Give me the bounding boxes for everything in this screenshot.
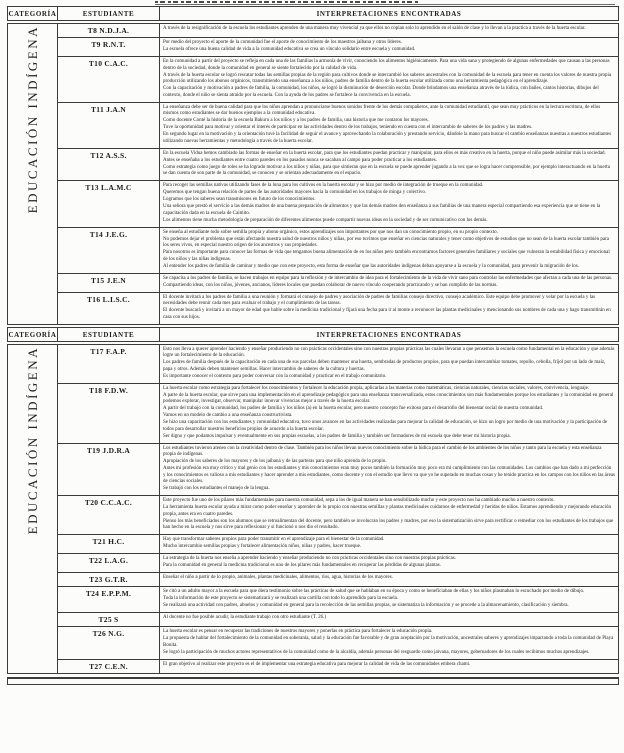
interpretation-paragraph: El docente invitará a los padres de familia a una reunión y formará el consejo de padres y asociación de padres de familias consejo directivo, consejo académico. Este equipo debe promover y velar por la escuela y las necesidades debe reunir cada mes para evaluar el trabajo y el cumplimiento de las tareas. <box>163 294 596 306</box>
interpretation-paragraph: Con la capacitación y motivación a padres de familia, la comunidad, los niños, se logró la disminución de deserción escolar. Donde brindamos una enseñanza através de la lúdica, con bailes, cantos historias, dibujos del contexto, donde el niño se sienta atraído por la escuela. Con la ayuda de los padres se fortalece la convivencia en la escuela. <box>163 86 599 98</box>
interpretation-paragraph: Los estudiantes tuvieron ateneo con la creatividad dentro de clase. También para los niños llevan nuevos conocimiento sobre la lúdica para el cambio de los ambientes de los niños y tanto para la escuela y esta enseñanza propia de indígenas. <box>163 445 602 457</box>
interpretation-cell <box>160 535 619 554</box>
interpretation-paragraph: La huerta escolar es pensar en recuperar las tradiciones de nuestros mayores y ponerlas en práctica para fortalecer la educación propia. <box>163 629 433 634</box>
interpretation-paragraph: Se trabajó con los estudiantes el manejo de la lengua. <box>163 486 270 491</box>
interpretation-paragraph: A partir del trabajo con la comunidad, los padres de familia y los niños (a) en la huerta escolar, pero nuestro concepto fue exitoso para el desarrollo del bienestar social de nuestra comunidad. <box>163 406 544 411</box>
table-row <box>8 102 619 148</box>
interpretation-cell <box>160 383 619 443</box>
interpretation-paragraph: En segundo lugar en la motivación y la orientación tuve la facilidad de seguir el avance y aprovechando la colaboración y prestando servicio, dándole la mano para buscar el cambio enseñanzas nuestras a nuestros estudiantes utilizando nuevas herramientas y metodología a través de la huerta escolar. <box>163 132 612 144</box>
table-row <box>8 535 619 554</box>
column-header-categoria: CATEGORÍA <box>8 327 58 341</box>
interpretation-paragraph: Se logró la participación de muchos actores representativos de la comunidad como de la alcaldía, además personas del resguardo como jaivana, mayores, gobernadores de los cuales recibimos muchos aprendizajes. <box>163 649 590 655</box>
interpretation-paragraph: Queremos que tengan buena relación de partes de las autoridades mayores hacia la comunidad en los trabajos de minga y colectivo. <box>163 190 427 195</box>
clipped-text-fragment <box>155 0 615 5</box>
interpretation-paragraph: Mucho intercambio semillas propias y fortalecer alimentación niños, niñas y padres, hacer trueque. <box>163 544 362 549</box>
interpretation-paragraph: Al docente no fue posible acudir, la estudiante trabajo con otro estudiante (T. 26.) <box>163 615 326 620</box>
interpretation-paragraph: Antes se enseñaba a los estudiantes entre cuatro paredes en los pasados nunca se sacaban al campo para poder practicar a los estudiantes. <box>163 157 437 163</box>
interpretation-cell <box>160 227 619 273</box>
interpretation-paragraph: Hay que transformar saberes propios para poder transmitir en el aprendizaje para el bienestar de la comunidad. <box>163 537 385 542</box>
interpretation-paragraph: La escuela ofrece una buena calidad de vida a la comunidad educativa se crea un vinculo solidario entre escuela y comunidad. <box>163 47 416 52</box>
interpretation-paragraph: Toda la información de este proyecto se sistematizará y se realizará una cartilla con todo lo aprendido para la escuela. <box>163 596 399 601</box>
interpretation-cell <box>160 587 619 613</box>
student-code: T12 A.S.S. <box>58 148 160 181</box>
category-vertical-label: EDUCACIÓN INDÍGENA <box>24 25 40 214</box>
table-header-row-1 <box>7 6 619 21</box>
student-code: T17 F.A.P. <box>58 344 160 383</box>
interpretation-paragraph: A parte de la huerta escolar, que sirve para una implementación en el aprendizaje pedagógico para una enseñanza transversalizada, estos conocimientos son más fundamentales porque los estudiantes y la comunidad en general podemos explorar, investigar, observar, manipular innovar vivencias mejor a través de la huerta escolar. <box>163 392 614 404</box>
interpretation-cell <box>160 24 619 38</box>
table-row <box>8 57 619 103</box>
table-row <box>8 383 619 443</box>
interpretation-paragraph: La huerta escolar como estrategia para fortalecer los conocimientos y fortalecer la educación propia, aplicarlas a las materias como matemáticas, ciencias naturales, ciencias sociales, valores, convivencia, lenguaje. <box>163 385 590 391</box>
interpretation-paragraph: Apropiación de los saberes de los mayores y de los jaibaná y de las parteras para que niño aprenda de lo propio. <box>163 459 387 464</box>
student-code: T25 S <box>58 613 160 627</box>
column-header-interpretaciones: INTERPRETACIONES ENCONTRADAS <box>160 7 619 21</box>
interpretation-cell <box>160 181 619 228</box>
interpretation-paragraph: Se citó a un adulto mayor a la escuela para que diera testimonio sobre las prácticas de salud que se hablaban en su época y como se beneficiaban de ellas y los niños plasmaban lo escuchado por medio de dibujo. <box>163 589 585 594</box>
student-code: T27 C.E.N. <box>58 659 160 673</box>
student-code: T20 C.C.A.C. <box>58 496 160 535</box>
student-code: T9 R.N.T. <box>58 38 160 57</box>
interpretation-paragraph: A través de la resignificación de la escuela los estudiantes aprenden de una manera muy vivencial ya que ellos no copian solo lo aprendido en el salón de clase y lo llevan a la practica a través de la huerta escolar. <box>163 26 586 31</box>
interpretation-paragraph: La herramienta huerta escolar ayuda a mirar como poder enseñar y aprender de lo propio con nuestras semillas y plantas medicinales cuidarnos de enfermedad y heridas de niños. Estamos aprendiendo y mejorando educación propia, antes era en cuatro paredes. <box>163 505 612 517</box>
section-2-body <box>8 344 619 673</box>
table-row <box>8 659 619 673</box>
interpretation-paragraph: La estrategia de la huerta nos enseña a aprender haciendo y enseñar produciendo no con prácticas occidentales sino con nuestras propias prácticas. <box>163 556 456 561</box>
interpretation-paragraph: Los alimentos tiene mucha metodología de preparación de diferentes alimentos puede compartir nuevas ideas en la sociedad y de ser comunicativo con los demás. <box>163 217 488 223</box>
interpretation-paragraph: Los padres de familia después de la capacitación en cada una de sus parcelas deben mantener una huerta, sembradas de productos propios, para que puedan intercambiar tomates, repollo, cebolla, fríjol por un lado de maíz, papa y otros. Además deben mantener semillas. Hacer intercambio de saberes de la cultura y huertas. <box>163 360 606 372</box>
table-row <box>8 292 619 324</box>
table-row <box>8 38 619 57</box>
table-row <box>8 344 619 383</box>
interpretation-cell <box>160 102 619 148</box>
interpretation-paragraph: El gran objetivo al realizar este proyecto es el de implementar una estrategia educativa para mejorar la calidad de vida de las comunidades embera chami. <box>163 661 471 667</box>
interpretation-paragraph: Tuve la oportunidad para motivar y orientar el interés de participar en las actividades dentro de los trabajos, teniendo en cuenta con el intercambio de saberes de los padres y las madres. <box>163 125 533 130</box>
interpretation-paragraph: Como docente Conté la historia de la escuela Bakuru a los niños y a los padres de familia, una historia que me contaron los mayores. <box>163 118 429 123</box>
student-code: T10 C.A.C. <box>58 57 160 103</box>
interpretation-cell <box>160 554 619 573</box>
table-row <box>8 181 619 228</box>
interpretation-paragraph: Se enseña al estudiante todo sobre semilla propia y abono orgánico, estos aprendizajes son importantes por que nos dan un conocimiento propio, en su propio contexto. <box>163 229 498 235</box>
interpretation-cell <box>160 659 619 673</box>
column-header-categoria: CATEGORÍA <box>8 7 58 21</box>
table-header-row-2 <box>7 327 619 342</box>
interpretation-cell <box>160 573 619 587</box>
student-code: T16 L.I.S.C. <box>58 292 160 324</box>
interpretation-paragraph: Ser digno y que podamos impulsar y eventualmente en sus propias escuelas, a los padres de familia y también ser formadores de mi escuela que debe tener mi historia propia. <box>163 433 511 439</box>
interpretation-paragraph: Este proyecto fue uno de los pilares más fundamentales para nuestra comunidad, sepa a los de igual manera se han sensibilizado mucho y este proyecto nos ha cambiado mucho a nuestro contexto. <box>163 498 555 503</box>
interpretation-paragraph: Para la comunidad en general la medicina tradicional es uno de los pilares más fundamentales en recuperar las pérdidas de algunas plantas. <box>163 563 441 568</box>
interpretation-paragraph: Pienso los más beneficiados son los alumnos que se retroalimentan del docente, pero también se involucran los padres y madres, por eso la sistematización sirve para rectificar o remediar con los estudiantes de los trabajos que han hecho en la escuela y nos sirve para reflexionar y si funcionó o nos dio el resultado. <box>163 518 614 530</box>
table-row <box>8 554 619 573</box>
table-row <box>8 148 619 181</box>
table-row <box>8 443 619 496</box>
header-row <box>8 7 619 21</box>
table-row <box>8 227 619 273</box>
interpretation-paragraph: Vamos en un modelo de cambio a una enseñanza constructivista. <box>163 413 293 418</box>
clipped-text-strip <box>155 1 420 3</box>
student-code: T24 E.P.P.M. <box>58 587 160 613</box>
student-code: T8 N.D.J.A. <box>58 24 160 38</box>
section-table-1 <box>7 23 619 325</box>
interpretation-cell <box>160 273 619 292</box>
interpretation-paragraph: Como estrategia como juego de roles se ha logrado motivar a los niños y niñas, para que sintieran que en la escuela se puede aprender jugando a la vez que se logra hacer comprensible, por ejemplo interactuando en la huerta se dan cuenta de son parte de la comunidad, se conocen y se orientan adecuadamente en el espacio. <box>163 164 610 176</box>
interpretation-paragraph: Se capacita a los padres de familia, se hacen trabajos en equipo para la reflexión y de intercambio de idea para el fortalecimiento de la vida de vivir sano para controlar las enfermedades que afectan a cada una de las personas. <box>163 275 613 281</box>
bottom-border-bar <box>7 677 619 685</box>
table-row <box>8 496 619 535</box>
interpretation-paragraph: Para recoger las semillas nativas utilizando fases de la luna para los cultivos en la huerta escolar y se hizo por medio de integración de trueque en la comunidad. <box>163 183 484 188</box>
table-row <box>8 613 619 627</box>
interpretation-paragraph: La enseñanza debe ser de buena calidad para que los niños aprendan a pronunciarse buenos sonidos frente de los demás compañeros, ante la comunidad estudiantil, que sean muy prácticos en la lectura escritura, de ellos mismos como estudiantes se dar buenos ejemplos a la comunidad educativa. <box>163 104 601 116</box>
student-code: T26 N.G. <box>58 627 160 660</box>
table-row <box>8 24 619 38</box>
column-header-interpretaciones: INTERPRETACIONES ENCONTRADAS <box>160 327 619 341</box>
section-1-body <box>8 24 619 325</box>
student-code: T22 L.A.G. <box>58 554 160 573</box>
student-code: T21 H.C. <box>58 535 160 554</box>
interpretation-cell <box>160 344 619 383</box>
interpretation-paragraph: Enseñar el niño a partir de lo propio, animales, plantas medicinales, alimentos, ríos, agua, historias de los mayores. <box>163 575 393 580</box>
interpretation-paragraph: Para nosotros es importante para conocer las formas de vida que tengamos buena alimentación de en los niños pero también encontramos factores generales familiares y sociales que vulneran la estabilidad física y emocional de los niños y las niñas indígenas. <box>163 250 610 262</box>
interpretation-cell <box>160 57 619 103</box>
interpretation-paragraph: A través de la huerta escolar se logró rescatar todas las semillas propias de la región para cultivos donde se intercambió los saberes ancestrales con la comunidad de la escuela para tener en cuenta los valores de nuestra propia producción utilizando los abonos orgánicos, transmitiendo una enseñanza a los niños, padres de familia dentro de la huerta escolar utilizada como una herramienta pedagógica en el aprendizaje. <box>163 72 612 84</box>
interpretation-paragraph: Se realizará una actividad con padres, abuelos y comunidad en general para la recolección de las semillas propias, se sistematiza la información y se procede a la almacenamiento, clasificación y siembra. <box>163 603 569 608</box>
table-row <box>8 627 619 660</box>
category-vertical-label: EDUCACIÓN INDÍGENA <box>24 345 40 534</box>
interpretation-paragraph: El docente buscará y invitará a un mayor de edad que hable sobre la medicina tradicional y fijará una fecha para ir al monte a reconocer las plantas medicinales y mencionando sus nombres de cada una y hago transmitirán en casa con sus hijos. <box>163 308 611 320</box>
interpretation-paragraph: Esto nos lleva a querer aprender haciendo y enseñar produciendo no con prácticas occidentales sino con nuestras propias prácticas las cuales llevaran a que pensemos la escuela como fundamental en la educación y que además logre un fortalecimiento de la educación. <box>163 346 615 358</box>
table-row <box>8 587 619 613</box>
student-code: T11 J.A.N <box>58 102 160 148</box>
interpretation-paragraph: Logramos que los saberes sean transmisores en futuro de los conocimientos. <box>163 197 316 202</box>
student-code: T15 J.E.N <box>58 273 160 292</box>
student-code: T23 G.T.R. <box>58 573 160 587</box>
interpretation-paragraph: Antes mi profesión era muy crítico y mal genio con los estudiantes y mis conocimientos eran muy pocos también la formación muy poco era mi cumplimiento con las comunidades. Los cambios que han dado a mi perfección y los conocimientos es valioso a mis estudiantes y hacer aprender a mis estudiantes, como docente y con el estudio que llevo va que yo he superado en muchas cosas y he tenido practica en los campos con los niños en las áreas de ciencias sociales. <box>163 466 615 484</box>
interpretation-paragraph: Es importante conocer el contexto para poder conversar con la comunidad y practicar en el trabajo comunitario. <box>163 373 387 379</box>
interpretation-paragraph: Al entender los padres de familia de caminar y medio que con este proyecto, esta forma de enseñar que las autoridades indígenas deban apoyarse a la escuela y la comunidad, para prevenir la migración de los. <box>163 263 579 269</box>
student-code: T18 F.D.W. <box>58 383 160 443</box>
interpretation-cell <box>160 613 619 627</box>
interpretation-cell <box>160 496 619 535</box>
column-header-estudiante: ESTUDIANTE <box>58 327 160 341</box>
interpretation-paragraph: No podemos dejar el problema que están afectando nuestra salud de nuestros niños y niñas, por eso tuvimos que enseñar en ciencias naturales y tener como objetivos de estudios que no sean de la huerta escolar también para los seres vivos, en especial nuestro origen de los ancestros y sus propiedades. <box>163 236 609 248</box>
header-row <box>8 327 619 341</box>
interpretation-paragraph: Una señora que prestó el servicio a las demás madres de una buena preparación de alimentos y que las demás madres den enseñanza a sus familias de una manera especial compartiendo esa experiencia que se tiene en la capacitación dada en la escuela de Caimito. <box>163 204 601 216</box>
column-header-estudiante: ESTUDIANTE <box>58 7 160 21</box>
interpretation-paragraph: En la comunidad a partir del proyecto se refleja en cada una de las familias la armonía de vivir, conociendo los alimentos higiénicamente. Para una vida sana y protegiendo de algunas enfermedades que causan a las personas dentro de la sociedad, donde la comunidad en general se siente fortalecido por la calidad de vida. <box>163 59 610 71</box>
interpretation-cell <box>160 38 619 57</box>
interpretation-cell <box>160 292 619 324</box>
section-table-2 <box>7 344 619 674</box>
table-row <box>8 573 619 587</box>
interpretation-cell <box>160 148 619 181</box>
interpretation-cell <box>160 443 619 496</box>
category-cell <box>8 24 58 325</box>
interpretation-paragraph: En la escuela Vidua hemos cambiado las formas de enseñar en la huerta escolar, para que los estudiantes puedan practicar y manipular, para ellos es más creativo en la huerta, porque el niño puede asimilar más la sociedad. <box>163 150 606 156</box>
interpretation-paragraph: Se hizo una capacitación con los estudiantes y comunidad educativa, tuvo unos avances en las actividades realizadas para mejorar la calidad de educación, se hizo un logro por medio de una motivación y la participación de todos para desarrollar nuestros beneficios propios de acuerdo a la huerta escolar. <box>163 420 608 432</box>
student-code: T19 J.D.R.A <box>58 443 160 496</box>
student-code: T13 L.A.M.C <box>58 181 160 228</box>
interpretation-cell <box>160 627 619 660</box>
student-code: T14 J.E.G. <box>58 227 160 273</box>
interpretation-paragraph: La propuesta de hablar del fortalecimiento de la comunidad en soberanía, salud y la educación fue favorable y de gran aceptación por la motivación, ancestrales saberes y aprendizajes impactando a toda la comunidad de Playa Bonita. <box>163 636 614 648</box>
category-cell <box>8 344 58 673</box>
interpretation-paragraph: Compartiendo ideas, con los niños, jóvenes, ancianos, líderes locales que puedan colaborar de nuevo vínculo cooperando practicando y se han cumplido de las normas. <box>163 282 498 288</box>
table-row <box>8 273 619 292</box>
interpretation-paragraph: Por medio del proyecto el aporte de la comunidad fue el aporte de conocimiento de los maestros jaibana y otros lideres. <box>163 40 402 45</box>
